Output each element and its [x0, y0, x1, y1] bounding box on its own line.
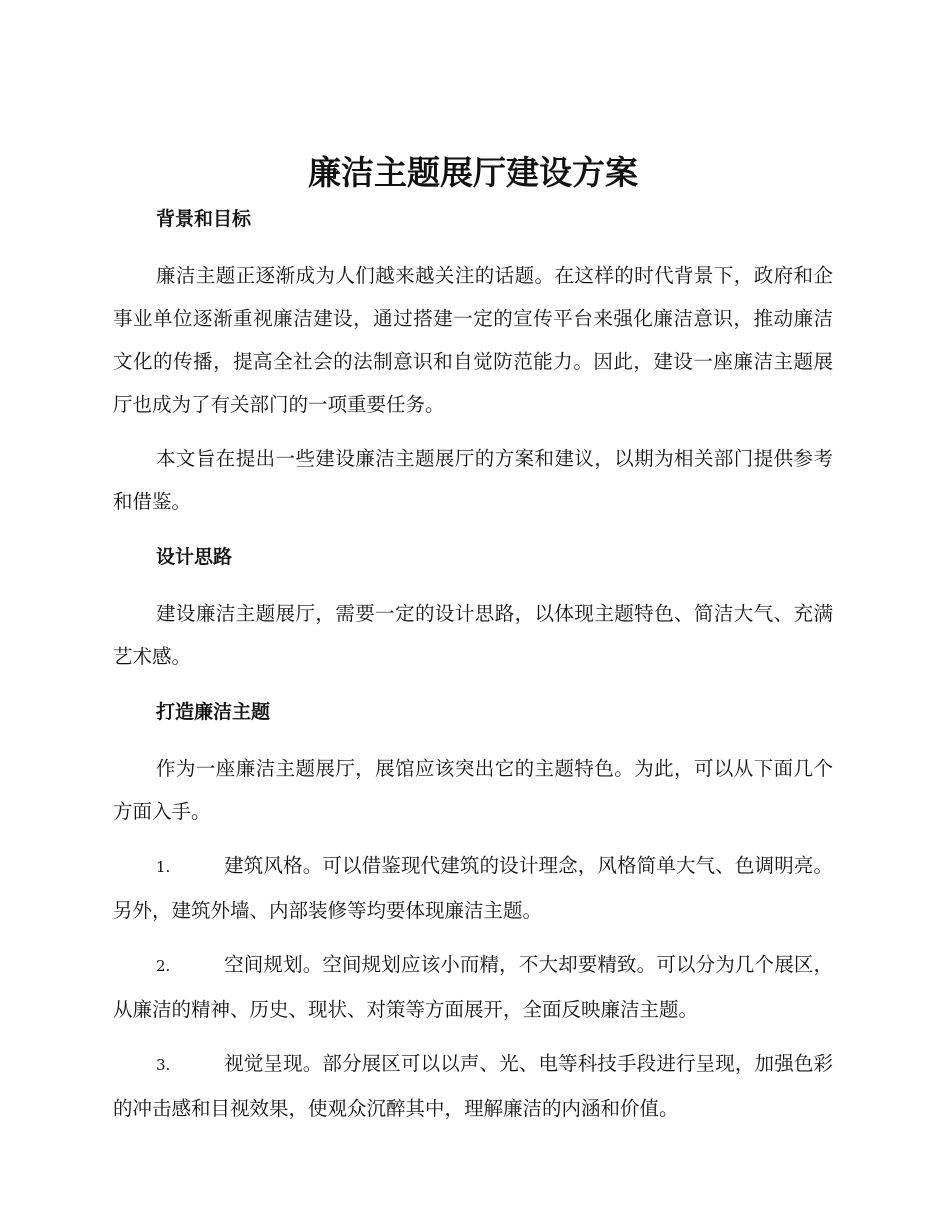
- list-item-text: 视觉呈现。部分展区可以以声、光、电等科技手段进行呈现，加强色彩的冲击感和目视效果，使观众沉醉其中，理解廉洁的内涵和价值。: [113, 1052, 833, 1120]
- list-item: [113, 1042, 833, 1130]
- paragraph: 作为一座廉洁主题展厅，展馆应该突出它的主题特色。为此，可以从下面几个方面入手。: [113, 757, 833, 823]
- paragraph: 本文旨在提出一些建设廉洁主题展厅的方案和建议，以期为相关部门提供参考和借鉴。: [113, 447, 833, 513]
- section-design: [113, 541, 833, 678]
- section-background: [113, 203, 833, 523]
- section-theme: [113, 696, 833, 1130]
- list-item: [113, 844, 833, 932]
- paragraph: 廉洁主题正逐渐成为人们越来越关注的话题。在这样的时代背景下，政府和企事业单位逐渐重视廉洁建设，通过搭建一定的宣传平台来强化廉洁意识，推动廉洁文化的传播，提高全社会的法制意识和自觉防范能力。因此，建设一座廉洁主题展厅也成为了有关部门的一项重要任务。: [113, 264, 833, 416]
- section-heading: 背景和目标: [156, 208, 252, 230]
- document-page: [113, 150, 833, 1130]
- list-item-text: 空间规划。空间规划应该小而精，不大却要精致。可以分为几个展区，从廉洁的精神、历史、现状、对策等方面展开，全面反映廉洁主题。: [113, 953, 833, 1021]
- list-item-number: 1.: [156, 858, 171, 876]
- paragraph: 建设廉洁主题展厅，需要一定的设计思路，以体现主题特色、简洁大气、充满艺术感。: [113, 602, 833, 668]
- list-item: [113, 943, 833, 1031]
- document-title: 廉洁主题展厅建设方案: [308, 153, 638, 192]
- list-item-number: 2.: [156, 957, 171, 975]
- list-item-number: 3.: [156, 1056, 171, 1074]
- list-item-text: 建筑风格。可以借鉴现代建筑的设计理念，风格简单大气、色调明亮。另外，建筑外墙、内部装修等均要体现廉洁主题。: [113, 854, 833, 922]
- section-heading: 设计思路: [156, 546, 233, 568]
- section-heading: 打造廉洁主题: [156, 701, 271, 723]
